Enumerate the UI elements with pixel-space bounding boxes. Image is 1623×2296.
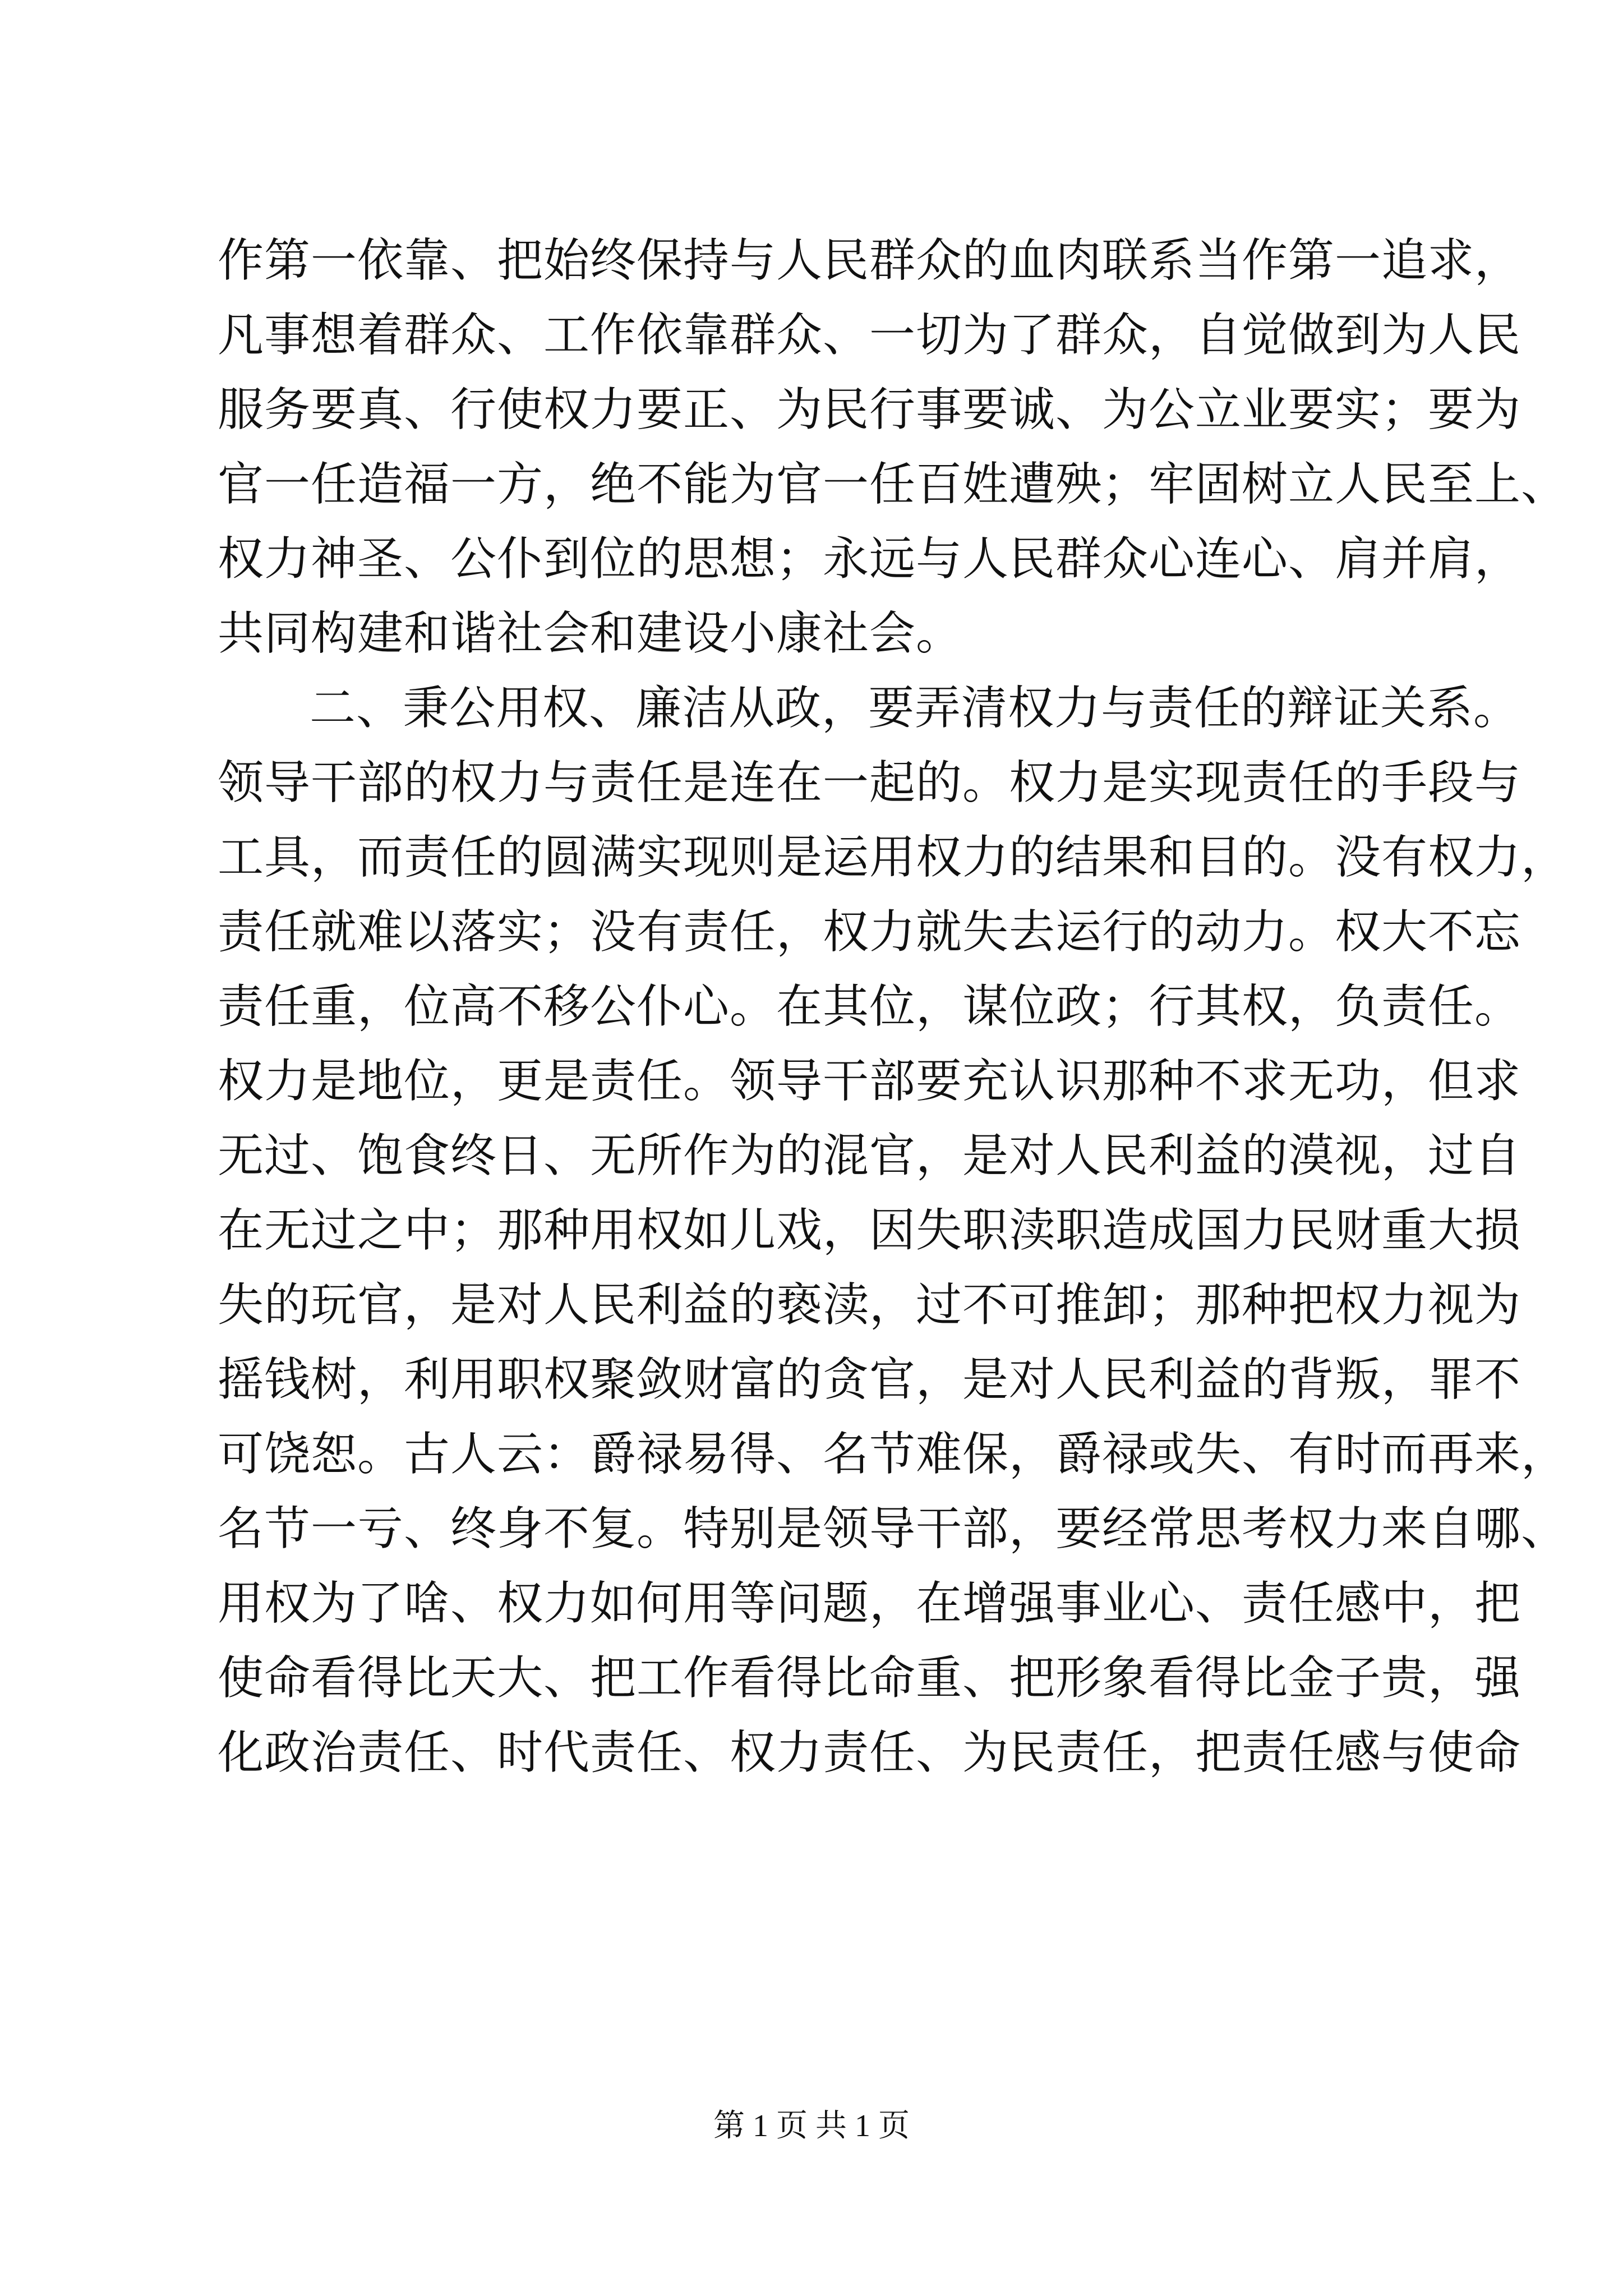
text-line: 使命看得比天大、把工作看得比命重、把形象看得比金子贵，强	[218, 1651, 1521, 1705]
body-text	[218, 223, 1568, 1790]
text-line: 可饶恕。古人云：爵禄易得、名节难保，爵禄或失、有时而再来，	[218, 1428, 1568, 1481]
text-line: 名节一亏、终身不复。特别是领导干部，要经常思考权力来自哪、	[218, 1502, 1568, 1556]
page-footer: 第 1 页 共 1 页	[713, 2109, 910, 2143]
text-line: 共同构建和谐社会和建设小康社会。	[218, 607, 963, 660]
text-line: 凡事想着群众、工作依靠群众、一切为了群众，自觉做到为人民	[218, 309, 1521, 362]
text-line: 权力是地位，更是责任。领导干部要充认识那种不求无功，但求	[218, 1055, 1521, 1108]
text-line: 化政治责任、时代责任、权力责任、为民责任，把责任感与使命	[218, 1726, 1521, 1779]
text-line: 在无过之中；那种用权如儿戏，因失职渎职造成国力民财重大损	[218, 1204, 1521, 1257]
text-line: 官一任造福一方，绝不能为官一任百姓遭殃；牢固树立人民至上、	[218, 458, 1568, 511]
text-line: 责任重，位高不移公仆心。在其位，谋位政；行其权，负责任。	[218, 980, 1521, 1033]
text-line: 权力神圣、公仆到位的思想；永远与人民群众心连心、肩并肩，	[218, 532, 1521, 586]
text-line: 工具，而责任的圆满实现则是运用权力的结果和目的。没有权力，	[218, 831, 1568, 884]
text-line: 服务要真、行使权力要正、为民行事要诚、为公立业要实；要为	[218, 383, 1521, 436]
text-line: 失的玩官，是对人民利益的亵渎，过不可推卸；那种把权力视为	[218, 1278, 1521, 1332]
text-line: 无过、饱食终日、无所作为的混官，是对人民利益的漠视，过自	[218, 1129, 1521, 1182]
text-line: 责任就难以落实；没有责任，权力就失去运行的动力。权大不忘	[218, 905, 1521, 959]
section-heading-line: 二、秉公用权、廉洁从政，要弄清权力与责任的辩证关系。	[310, 682, 1520, 735]
text-line: 摇钱树，利用职权聚敛财富的贪官，是对人民利益的背叛，罪不	[218, 1353, 1521, 1406]
text-line: 作第一依靠、把始终保持与人民群众的血肉联系当作第一追求，	[218, 234, 1521, 287]
text-line: 领导干部的权力与责任是连在一起的。权力是实现责任的手段与	[218, 756, 1521, 809]
text-line: 用权为了啥、权力如何用等问题，在增强事业心、责任感中，把	[218, 1577, 1521, 1630]
